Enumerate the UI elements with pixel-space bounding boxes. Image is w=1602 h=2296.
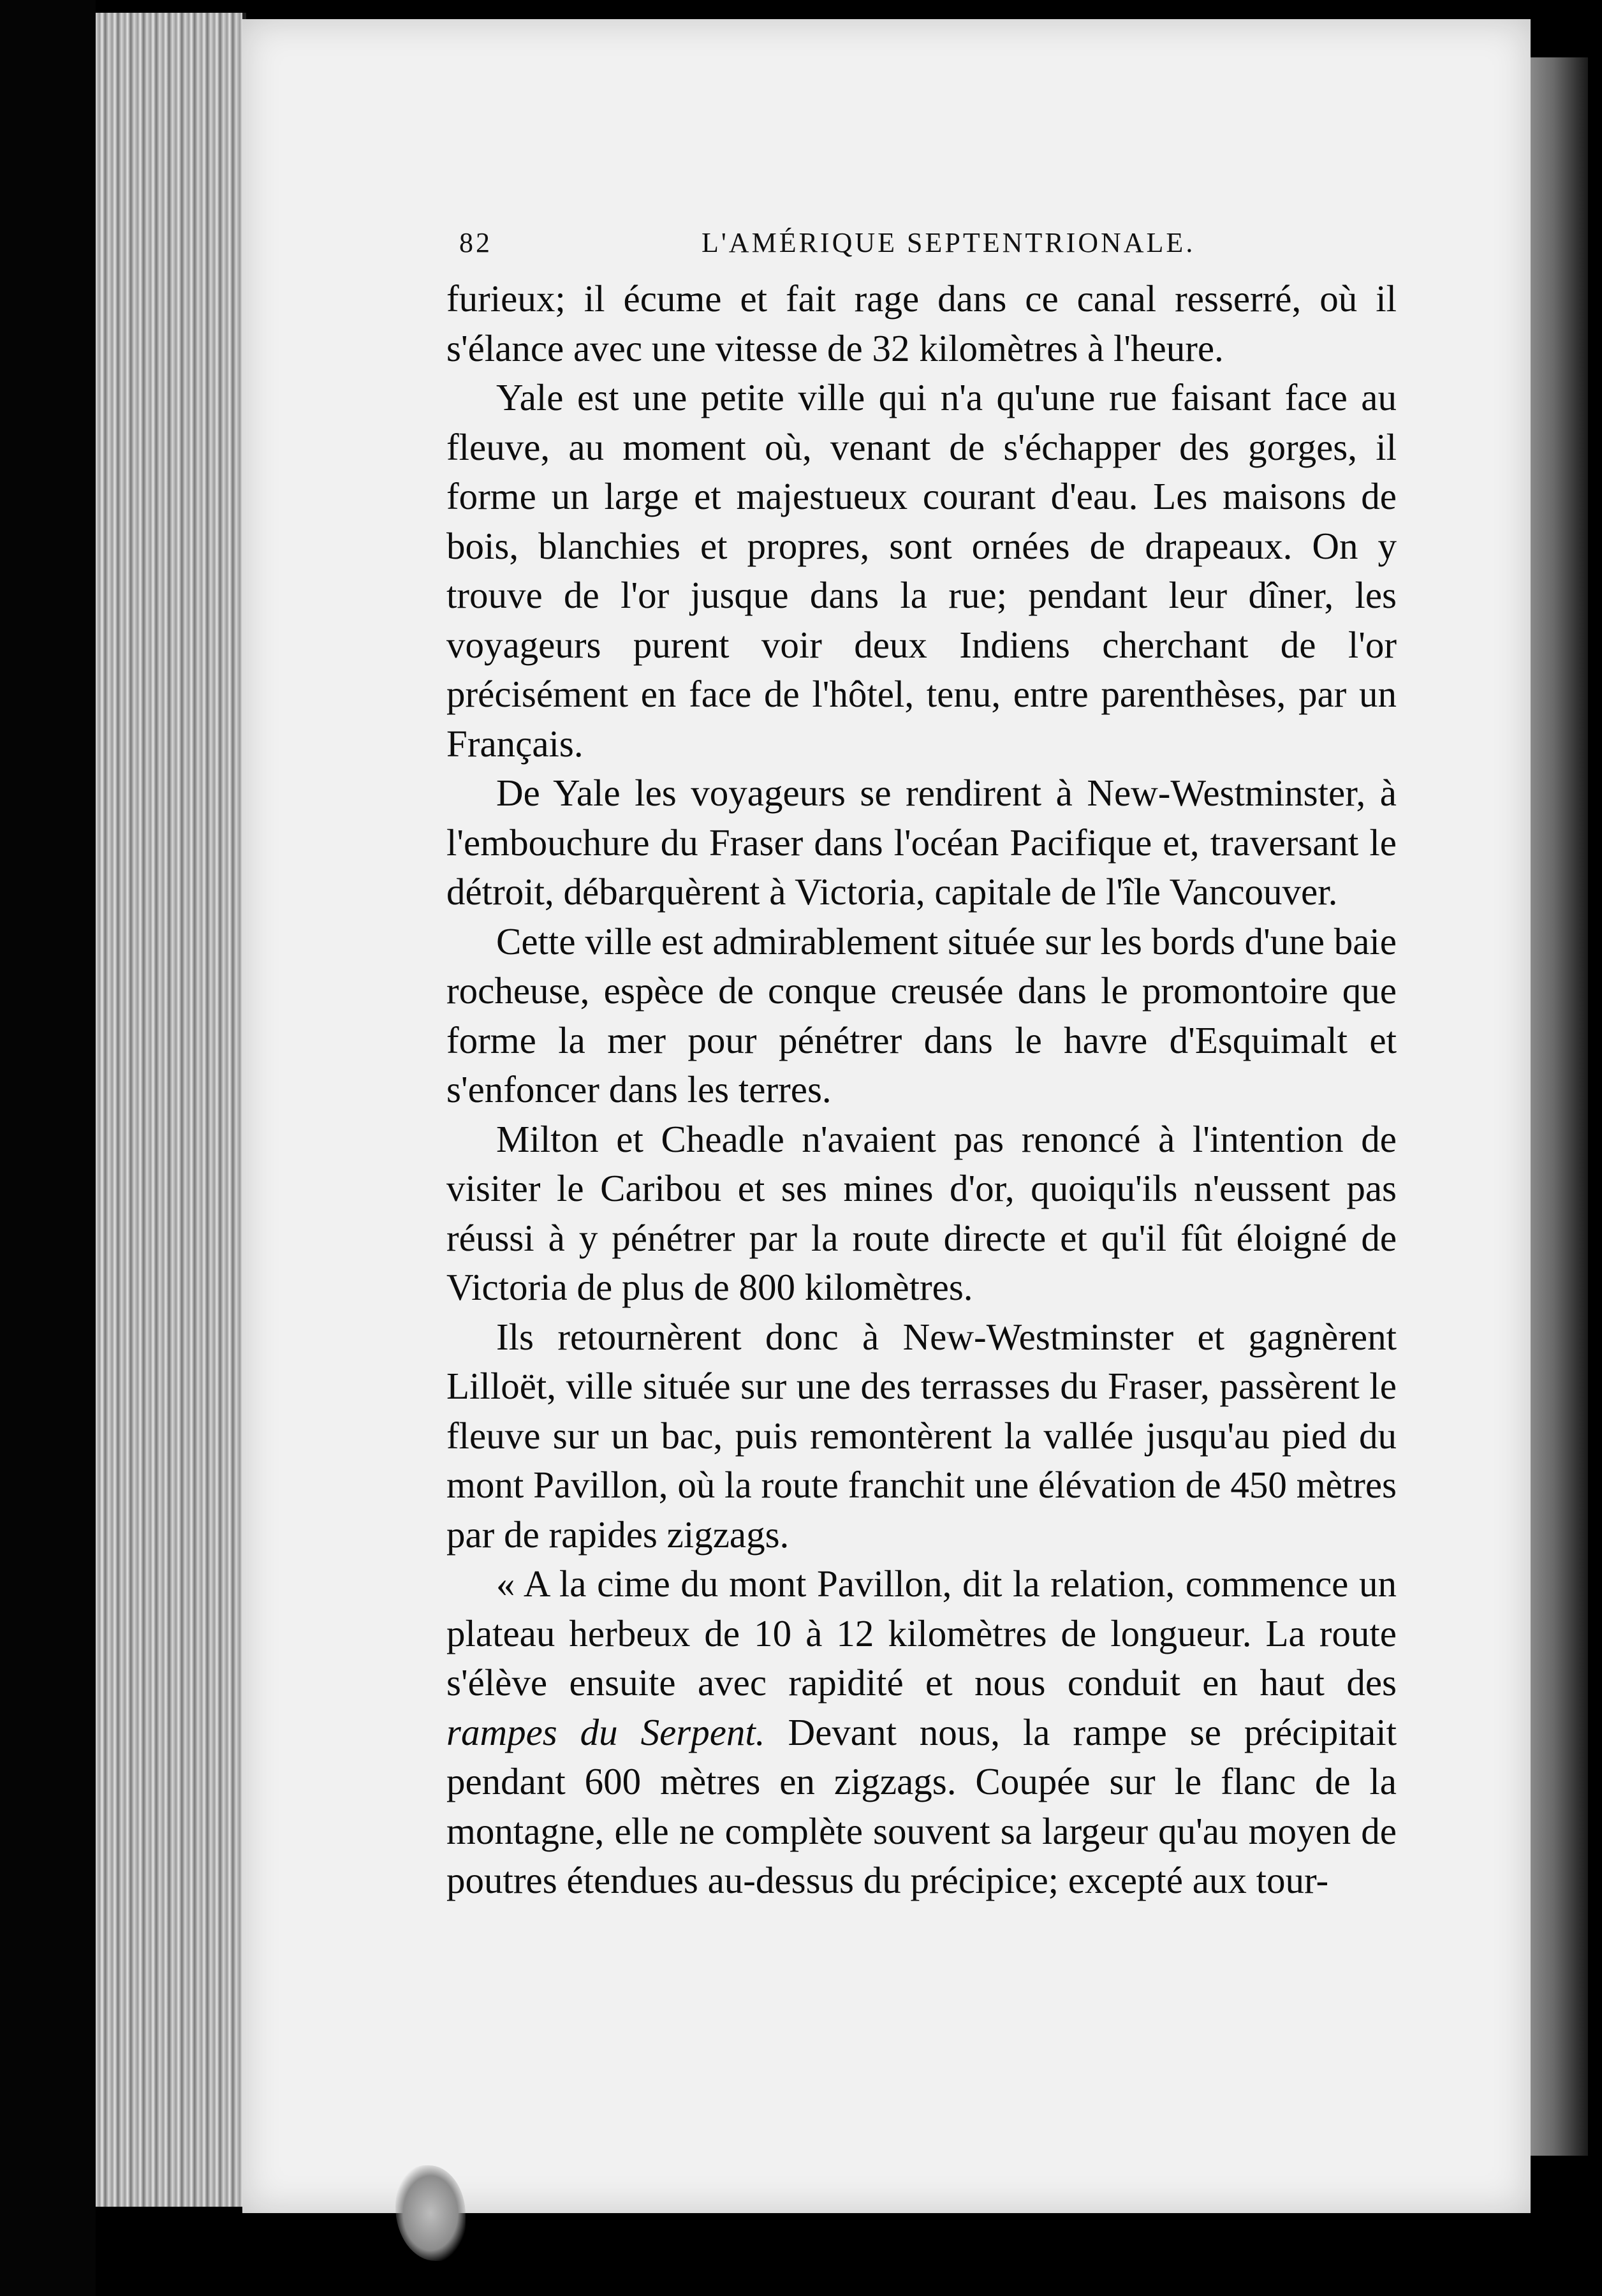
paragraph: furieux; il écume et fait rage dans ce canal resserré, où il s'élance avec une vitesse de 32 kilomètres à l'heure. — [446, 277, 1397, 369]
quote-text-end: Devant nous, la rampe se précipitait pendant 600 mètres en zigzags. Coupée sur le flanc de la montagne, elle ne complète souvent sa largeur qu'au moyen de poutres étendues au-dessus du précipice; excepté aux tour- — [446, 1711, 1397, 1901]
paragraph: De Yale les voyageurs se rendirent à New-Westminster, à l'embouchure du Fraser dans l'océan Pacifique et, traversant le détroit, débarquèrent à Victoria, capitale de l'île Vancouver. — [446, 772, 1397, 913]
italic-place-name: rampes du Serpent. — [446, 1711, 765, 1753]
paragraph: Yale est une petite ville qui n'a qu'une rue faisant face au fleuve, au moment où, venant de s'échapper des gorges, il forme un large et majestueux courant d'eau. Les maisons de bois, blanchies et propres, sont ornées de drapeaux. On y trouve de l'or jusque dans la rue; pendant leur dîner, les voyageurs purent voir deux Indiens cherchant de l'or précisément en face de l'hôtel, tenu, entre parenthèses, par un Français. — [446, 376, 1397, 765]
quote-text-start: « A la cime du mont Pavillon, dit la relation, commence un plateau herbeux de 10 à 12 kilomètres de longueur. La route s'élève ensuite avec rapidité et nous conduit en haut des — [446, 1563, 1397, 1704]
page-number: 82 — [459, 227, 492, 258]
paragraph: Milton et Cheadle n'avaient pas renoncé à l'intention de visiter le Caribou et ses mines d'or, quoiqu'ils n'eussent pas réussi à y pénétrer par la route directe et qu'il fût éloigné de Victoria de plus de 800 kilomètres. — [446, 1117, 1397, 1308]
paragraph: Cette ville est admirablement située sur les bords d'une baie rocheuse, espèce de conque creusée dans le promontoire que forme la mer pour pénétrer dans le havre d'Esquimalt et s'enfoncer dans les terres. — [446, 920, 1397, 1110]
binding-edge — [1531, 57, 1588, 2156]
page-header — [459, 226, 1250, 271]
scan-left-border — [0, 0, 96, 2296]
book-page-edges — [96, 13, 246, 2207]
body-text — [446, 274, 1397, 1906]
running-title: L'AMÉRIQUE SEPTENTRIONALE. — [702, 227, 1196, 258]
paragraph-quote — [446, 1559, 1397, 1906]
paragraph: Ils retournèrent donc à New-Westminster et gagnèrent Lilloët, ville située sur une des terrasses du Fraser, passèrent le fleuve sur un bac, puis remontèrent la vallée jusqu'au pied du mont Pavillon, où la route franchit une élévation de 450 mètres par de rapides zigzags. — [446, 1315, 1397, 1556]
